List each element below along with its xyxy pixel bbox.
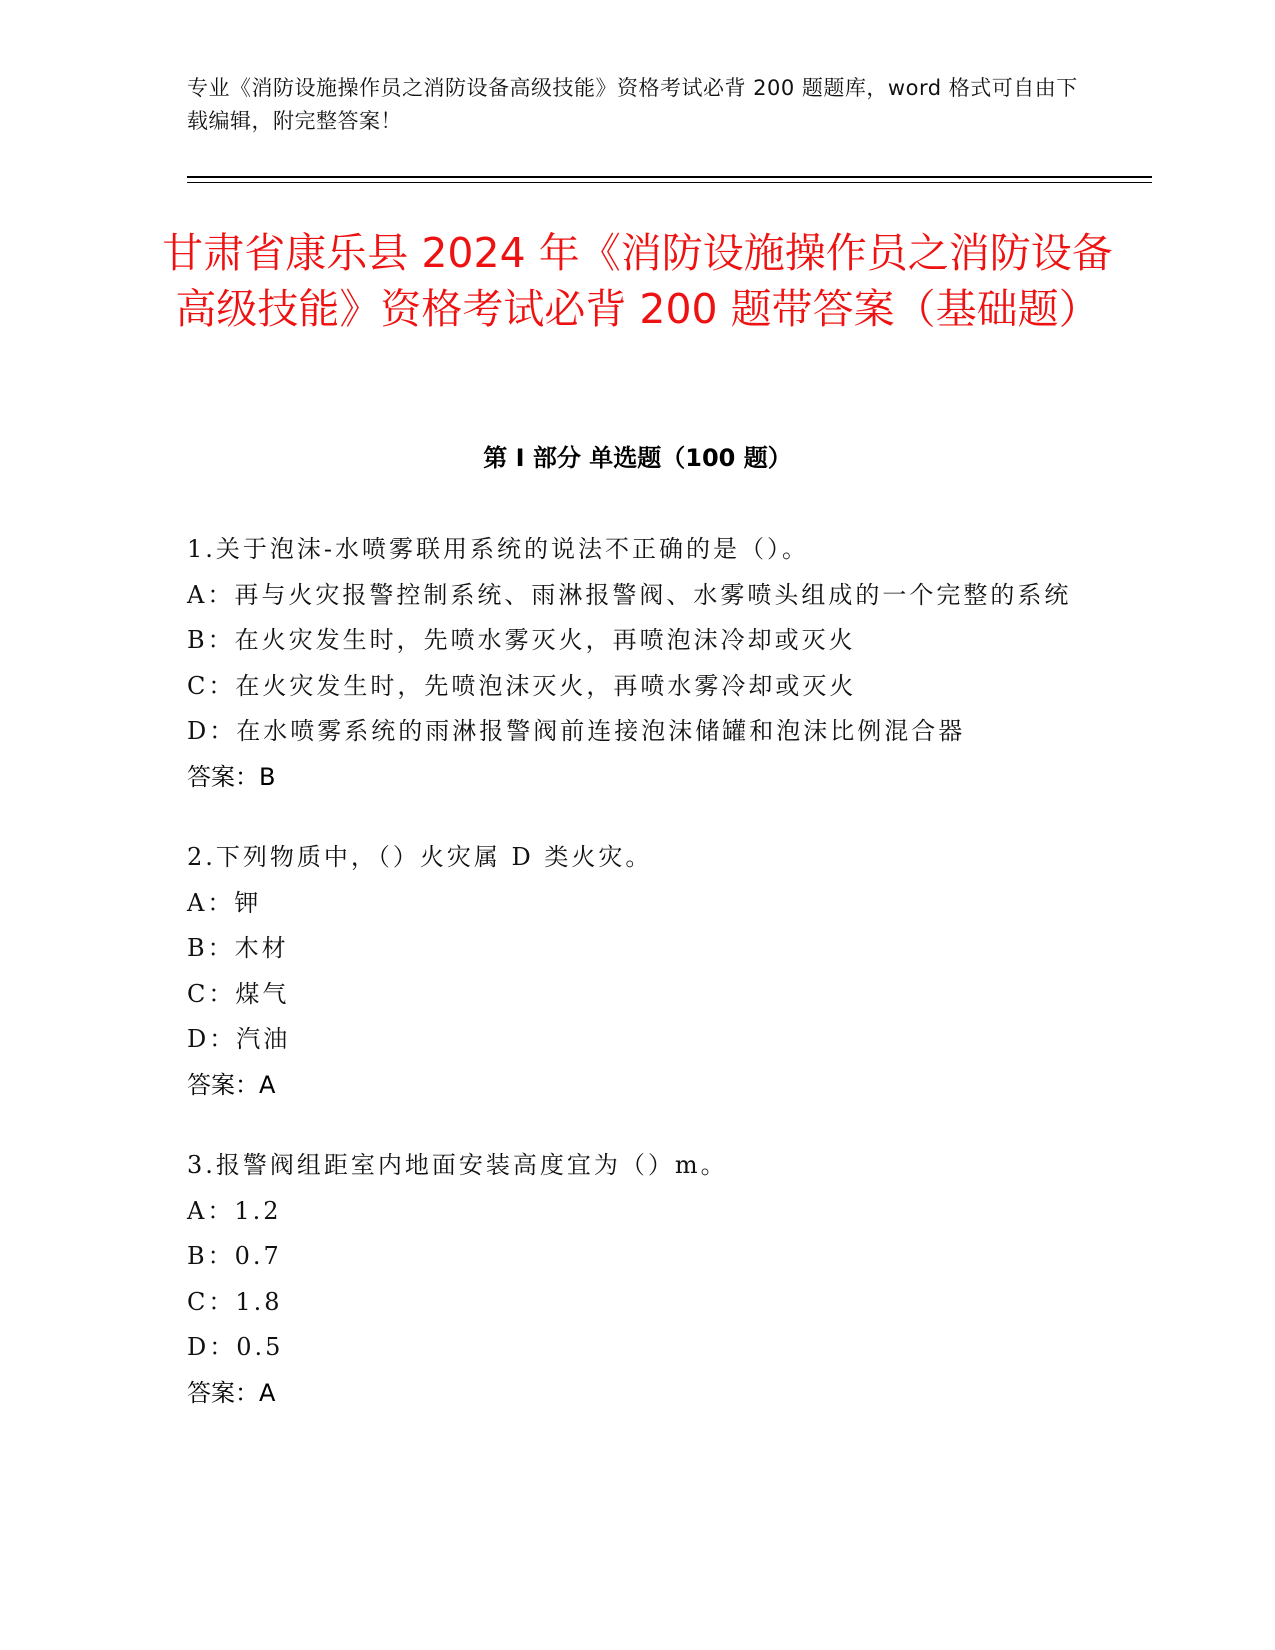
option-a: A：钾 bbox=[187, 888, 262, 917]
question-2 bbox=[187, 835, 1087, 1108]
header-note: 专业《消防设施操作员之消防设备高级技能》资格考试必背 200 题题库，word 格式可自由下载编辑，附完整答案！ bbox=[187, 76, 1078, 133]
answer: 答案：B bbox=[187, 762, 276, 791]
answer: 答案：A bbox=[187, 1378, 276, 1407]
question-stem: 2.下列物质中，（）火灾属 D 类火灾。 bbox=[187, 843, 653, 871]
option-d: D：0.5 bbox=[187, 1333, 284, 1361]
question-3 bbox=[187, 1143, 1087, 1416]
option-c: C：煤气 bbox=[187, 979, 290, 1008]
header-rule-thick bbox=[187, 176, 1152, 178]
option-b: B：在火灾发生时，先喷水雾灭火，再喷泡沫冷却或灭火 bbox=[187, 626, 856, 654]
option-d: D：在水喷雾系统的雨淋报警阀前连接泡沫储罐和泡沫比例混合器 bbox=[187, 717, 966, 745]
question-1 bbox=[187, 527, 1087, 800]
option-b: B：0.7 bbox=[187, 1242, 282, 1270]
question-stem: 3.报警阀组距室内地面安装高度宜为（）m。 bbox=[187, 1151, 728, 1179]
section-title: 第 I 部分 单选题（100 题） bbox=[483, 444, 792, 472]
option-a: A：再与火灾报警控制系统、雨淋报警阀、水雾喷头组成的一个完整的系统 bbox=[187, 580, 1072, 609]
header-rule-thin bbox=[187, 182, 1152, 183]
document-title: 甘肃省康乐县 2024 年《消防设施操作员之消防设备高级技能》资格考试必背 200 题带答案（基础题） bbox=[162, 229, 1113, 333]
option-b: B：木材 bbox=[187, 934, 289, 962]
option-c: C：1.8 bbox=[187, 1287, 283, 1316]
question-list bbox=[187, 527, 1087, 1451]
option-c: C：在火灾发生时，先喷泡沫灭火，再喷水雾冷却或灭火 bbox=[187, 671, 857, 700]
option-d: D：汽油 bbox=[187, 1025, 291, 1053]
question-stem: 1.关于泡沫-水喷雾联用系统的说法不正确的是（）。 bbox=[187, 535, 810, 563]
option-a: A：1.2 bbox=[187, 1196, 282, 1225]
answer: 答案：A bbox=[187, 1070, 276, 1099]
